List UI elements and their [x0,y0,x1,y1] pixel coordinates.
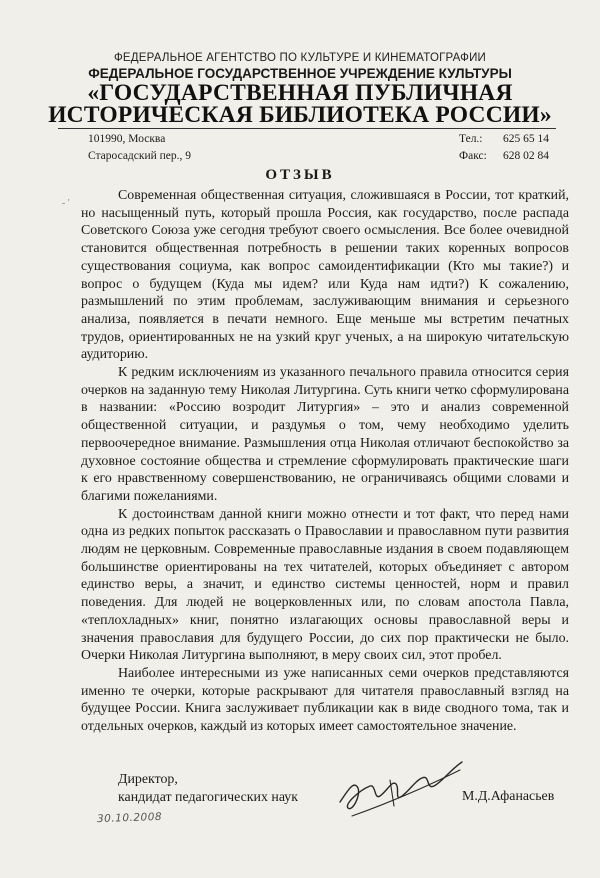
letterhead-address [88,131,191,165]
letterhead-institution: ФЕДЕРАЛЬНОЕ ГОСУДАРСТВЕННОЕ УЧРЕЖДЕНИЕ КУЛЬТУРЫ [88,66,512,81]
position-line1: Директор, [118,772,178,787]
signatory-name: М.Д.Афанасьев [462,789,555,804]
fax-row [459,148,549,165]
paragraph-3: К достоинствам данной книги можно отнести и тот факт, что перед нами одна из редких попыток рассказать о Православии и православном пути развития людям не церковным. Современные православные издания в своем подавляющем большинстве ориентированы на тех читателей, которых объединяет с автором единство веры, а значит, и единство системы ценностей, норм и правил поведения. Для людей не воцерковленных или, по словам апостола Павла, «теплохладных» книг, понятно излагающих основы православной веры и значения православия для будущего России, до сих пор практически не было. Очерки Николая Литургина выполняют, в меру своих сил, этот пробел. [81,506,569,664]
letterhead-name-line2: ИСТОРИЧЕСКАЯ БИБЛИОТЕКА РОССИИ» [48,102,552,128]
phone-row [459,131,549,148]
handwritten-signature [330,750,470,830]
fax-number: 628 02 84 [503,150,549,162]
address-city: 101990, Москва [88,133,166,145]
address-street: Старосадский пер., 9 [88,150,192,162]
position-line2: кандидат педагогических наук [118,790,298,805]
paragraph-2: К редким исключениям из указанного печального правила относится серия очерков на заданную тему Николая Литургина. Суть книги четко сформулирована в названии: «Россию возродит Литургия» – это и анализ современной общественной ситуации, и раздумья о том, чему необходимо уделить первоочередное внимание. Размышления отца Николая отличают беспокойство за духовное состояние общества и стремление сформулировать практические шаги к его нравственному совершенствованию, не ограничиваясь общими словами и благими пожеланиями. [81,365,569,504]
letterhead-library-name [0,82,600,126]
letterhead-divider [58,128,556,129]
letterhead-contacts [459,131,549,165]
letterhead-name-line1: «ГОСУДАРСТВЕННАЯ ПУБЛИЧНАЯ [87,80,513,106]
paragraph-4: Наиболее интересными из уже написанных семи очерков представляются именно те очерки, которые раскрывают для читателя православный взгляд на будущее России. Книга заслуживает публикации как в виде сводного тома, так и отдельных очерков, каждый из которых имеет самостоятельное значение. [81,665,569,735]
handwritten-date: 30.10.2008 [96,810,163,826]
fax-label: Факс: [459,150,487,162]
letterhead-agency: ФЕДЕРАЛЬНОЕ АГЕНТСТВО ПО КУЛЬТУРЕ И КИНЕМАТОГРАФИИ [113,52,487,64]
signatory-position [118,771,298,807]
paragraph-1: Современная общественная ситуация, сложившаяся в России, тот краткий, но насыщенный путь, который прошла Россия, как государство, после распада Советского Союза уже сегодня требуют своего осмысления. Все более очевидной становится общественная потребность в решении таких коренных вопросов существования социума, как вопрос самоидентификации (Кто мы такие?) и вопрос о будущем (Куда мы идем? или Куда нам идти?) К сожалению, размышлений по этим проблемам, заслуживающим внимания и серьезного анализа, появляется в печати немного. Еще меньше мы встретим печатных трудов, ориентированных не на узкий круг ученых, а на широкую читательскую аудиторию. [81,188,569,363]
phone-label: Тел.: [459,133,483,145]
phone-number: 625 65 14 [503,133,549,145]
document-title: ОТЗЫВ [265,167,335,183]
margin-mark: - ' [62,198,70,209]
review-body [81,187,569,736]
